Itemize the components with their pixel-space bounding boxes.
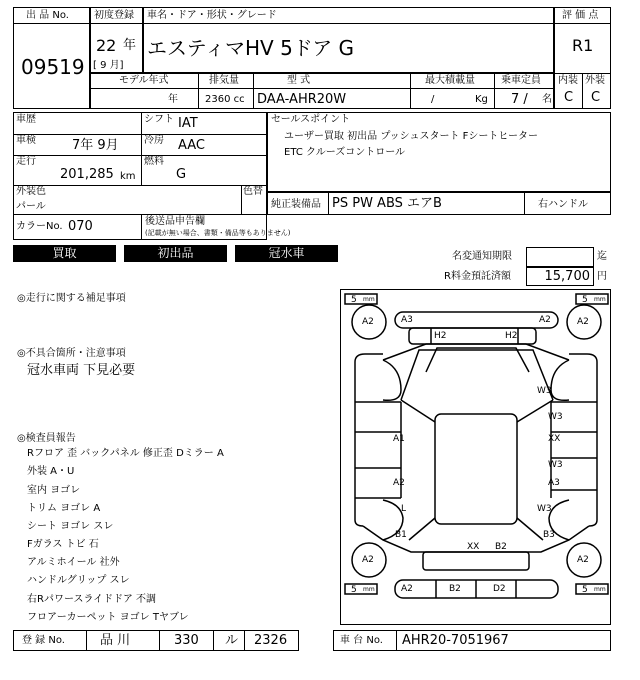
inspector-line: アルミホイール 社外 [27, 557, 120, 568]
xx-rear-mark: XX [467, 542, 480, 552]
w3-top-mark: W3 [537, 386, 552, 396]
spec-row-hline [91, 88, 554, 89]
ext-color-value: パール [16, 201, 46, 212]
notice-box [526, 247, 594, 267]
reg-vline-2 [159, 631, 160, 651]
w3-right-mark-2: W3 [548, 460, 563, 470]
ac-label: 冷房 [144, 135, 164, 146]
supplement-title: ◎走行に関する補足事項 [17, 293, 126, 304]
first-reg-divider [91, 23, 143, 24]
score-divider-2 [555, 73, 611, 74]
capacity-label: 乗車定員 [501, 75, 541, 86]
reg-vline-1 [86, 631, 87, 651]
equipment-value: PS PW ABS エアB [332, 196, 442, 211]
exterior-label: 外装 [585, 75, 605, 86]
b2-rear-mark: B2 [495, 542, 507, 552]
inspector-line: ハンドルグリップ スレ [27, 575, 130, 586]
car-name-divider [144, 23, 554, 24]
hood-mark-r: H2 [505, 331, 518, 341]
a1-left-mark: A1 [393, 434, 405, 444]
badge-first-listing: 初出品 [124, 245, 227, 262]
mileage-unit: km [120, 171, 136, 182]
sales-point-box [267, 112, 611, 192]
xx-right-mark: XX [548, 434, 561, 444]
ext-color-label: 外装色 [16, 186, 46, 197]
lot-no-box [13, 7, 90, 109]
fuel-value: G [176, 167, 187, 182]
color-no-label: カラーNo. [16, 221, 63, 232]
spec-vline-3 [410, 74, 411, 109]
capacity-value: 7 / [511, 92, 528, 107]
front-bumper-mark-l: A3 [401, 315, 413, 325]
fee-unit: 円 [597, 271, 607, 282]
reg-vline-3 [213, 631, 214, 651]
rear-bumper-mark-d2: D2 [493, 584, 506, 594]
inspector-line: 右Rパワースライドドア 不調 [27, 594, 157, 605]
first-reg-box [90, 7, 143, 73]
score-vdivider [582, 73, 583, 109]
max-load-unit: Kg [475, 94, 488, 105]
bl-wheel-mark: A2 [362, 555, 374, 565]
inspector-line: フロアーカーペット ヨゴレ Tヤブレ [27, 612, 189, 623]
capacity-unit: 名 [542, 94, 552, 105]
rear-bumper-mark-b2: B2 [449, 584, 461, 594]
car-outline-svg [341, 290, 610, 624]
w3-right-mark-1: W3 [548, 412, 563, 422]
br-wheel-mark: A2 [577, 555, 589, 565]
score-value: R1 [572, 36, 594, 55]
tire-depth-br-unit: mm [594, 586, 606, 593]
shift-label: シフト [144, 114, 174, 125]
info-vline-2 [241, 185, 242, 214]
sales-point-line2: ETC クルーズコントロール [284, 147, 406, 158]
tire-depth-tl-unit: mm [363, 296, 375, 303]
car-diagram [340, 289, 611, 625]
inspection-label: 車検 [16, 135, 36, 146]
tire-depth-bl: 5 [351, 585, 357, 595]
interior-label: 内装 [558, 75, 578, 86]
a3-right-mark: A3 [548, 478, 560, 488]
sales-point-label: セールスポイント [271, 114, 351, 125]
lot-no-label: 出 品 No. [26, 10, 69, 21]
reg-label: 登 録 No. [22, 635, 65, 646]
inspector-line: シート ヨゴレ スレ [27, 521, 114, 532]
tire-depth-tr-unit: mm [594, 296, 606, 303]
max-load-label: 最大積載量 [425, 75, 475, 86]
first-reg-month: [ 9 月] [93, 60, 124, 71]
info-left [13, 112, 291, 240]
score-box [554, 7, 611, 109]
spec-vline-2 [253, 74, 254, 109]
info-vline-3 [141, 214, 142, 240]
reg-vline-4 [244, 631, 245, 651]
type-label: 型 式 [287, 75, 311, 86]
model-year-label: モデル年式 [119, 75, 169, 86]
spec-vline-1 [198, 74, 199, 109]
chassis-box [333, 630, 611, 651]
w3-right-mark-3: W3 [537, 504, 552, 514]
badge-flood: 冠水車 [235, 245, 338, 262]
inspector-line: 外装 A・U [27, 466, 75, 477]
l-left-mark: L [401, 504, 407, 514]
mileage-value: 201,285 [60, 167, 114, 182]
model-year-unit: 年 [168, 94, 178, 105]
chassis-value: AHR20-7051967 [402, 633, 509, 648]
mileage-label: 走行 [16, 156, 36, 167]
steering-value: 右ハンドル [538, 199, 588, 210]
inspection-value: 7年 9月 [72, 138, 119, 153]
color-no-value: 070 [68, 219, 93, 234]
car-name-box [143, 7, 554, 73]
badge-purchase: 買取 [13, 245, 116, 262]
lot-no-divider [14, 23, 90, 24]
notice-label: 名変通知期限 [452, 251, 512, 262]
notice-unit: 迄 [597, 251, 607, 262]
chassis-vline [396, 631, 397, 651]
fee-label: R料金預託済額 [444, 271, 511, 282]
sales-point-line1: ユーザー買取 初出品 プッシュスタート Fシートヒーター [284, 131, 538, 142]
equipment-label: 純正装備品 [271, 199, 321, 210]
a2-left-mark: A2 [393, 478, 405, 488]
era-year: 22 [96, 36, 117, 55]
first-reg-label: 初度登録 [94, 10, 134, 21]
inspector-line: Fガラス トビ 石 [27, 539, 99, 550]
history-label: 車歴 [16, 114, 36, 125]
score-divider [555, 23, 611, 24]
fee-value: 15,700 [544, 269, 590, 284]
equipment-vline-1 [328, 193, 329, 215]
reg-area: 品 川 [100, 633, 131, 648]
shift-value: IAT [178, 116, 198, 131]
type-code: DAA-AHR20W [257, 92, 347, 107]
score-label: 評 価 点 [562, 10, 599, 21]
displacement-label: 排気量 [209, 75, 239, 86]
aftermarket-note: (記載が無い場合、書類・備品等もありません) [145, 229, 291, 237]
inspector-line: 室内 ヨゴレ [27, 485, 81, 496]
lot-no-value: 09519 [21, 55, 85, 79]
fl-wheel-mark: A2 [362, 317, 374, 327]
fr-wheel-mark: A2 [577, 317, 589, 327]
inspector-line: トリム ヨゴレ A [27, 503, 101, 514]
info-vline-1 [141, 113, 142, 185]
b3-right-mark: B3 [543, 530, 555, 540]
ac-value: AAC [178, 138, 205, 153]
max-load-slash: / [431, 94, 435, 105]
exterior-score: C [591, 90, 601, 105]
tire-depth-br: 5 [582, 585, 588, 595]
tire-depth-tl: 5 [351, 295, 357, 305]
spec-row [90, 73, 554, 109]
reg-num: 2326 [254, 633, 288, 648]
displacement-value: 2360 cc [205, 94, 245, 105]
inspector-line: Rフロア 歪 バックパネル 修正歪 Dミラー A [27, 448, 224, 459]
aftermarket-label: 後送品申告欄 [145, 216, 205, 227]
registration-box [13, 630, 299, 651]
equipment-vline-2 [524, 193, 525, 215]
spec-vline-4 [494, 74, 495, 109]
hood-mark-l: H2 [434, 331, 447, 341]
b1-left-mark: B1 [395, 530, 407, 540]
inspector-title: ◎検査員報告 [17, 433, 76, 444]
tire-depth-bl-unit: mm [363, 586, 375, 593]
equipment-box [267, 192, 611, 215]
chassis-label: 車 台 No. [340, 635, 383, 646]
era-year-unit: 年 [123, 38, 137, 53]
fuel-label: 燃料 [144, 156, 164, 167]
defects-line: 冠水車両 下見必要 [27, 363, 136, 378]
reg-kana: ル [225, 633, 239, 648]
fee-box [526, 267, 594, 286]
reg-class: 330 [174, 633, 199, 648]
car-name-label: 車名・ドア・形状・グレード [147, 10, 277, 21]
defects-title: ◎不具合箇所・注意事項 [17, 348, 126, 359]
rear-bumper-mark-a2: A2 [401, 584, 413, 594]
front-bumper-mark-r: A2 [539, 315, 551, 325]
info-hline-3 [14, 185, 267, 186]
color-change-label: 色替 [243, 186, 263, 197]
tire-depth-tr: 5 [582, 295, 588, 305]
car-name-value: エスティマHV 5ドア G [147, 36, 355, 60]
interior-score: C [564, 90, 574, 105]
